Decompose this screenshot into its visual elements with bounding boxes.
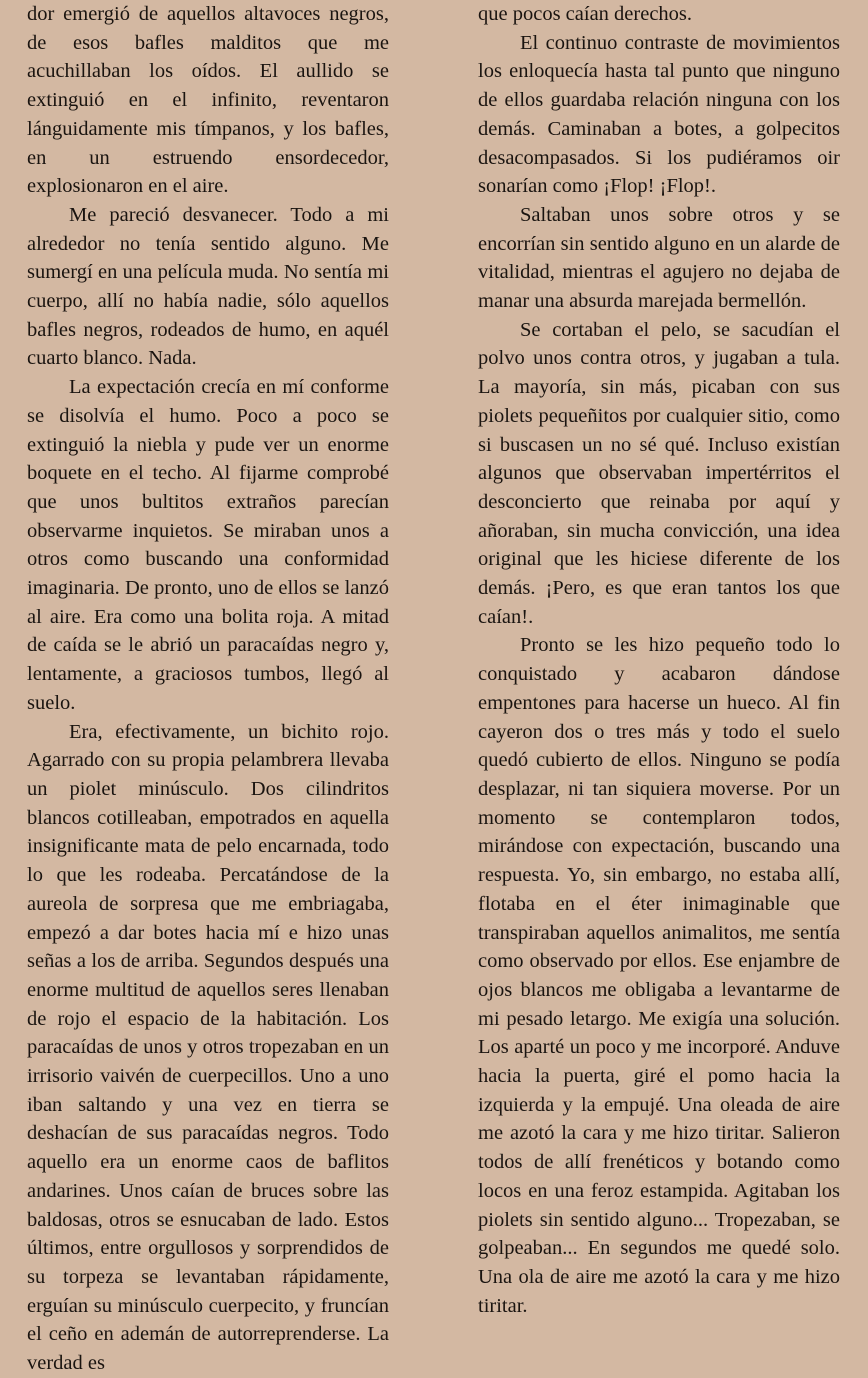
left-text-column — [27, 0, 389, 1378]
paragraph: Pronto se les hizo pequeño todo lo conquistado y acabaron dándose empentones para hacerse un hueco. Al fin cayeron dos o tres más y todo el suelo quedó cubierto de ellos. Ninguno se podía desplazar, ni tan siquiera moverse. Por un momento se contemplaron todos, mirándose con expectación, buscando una respuesta. Yo, sin embargo, no estaba allí, flotaba en el éter inimaginable que transpiraban aquellos animalitos, me sentía como observado por ellos. Ese enjambre de ojos blancos me obligaba a levantarme de mi pesado letargo. Me exigía una solución. Los aparté un poco y me incorporé. Anduve hacia la puerta, giré el pomo hacia la izquierda y la empujé. Una oleada de aire me azotó la cara y me hizo tiritar. Salieron todos de allí frenéticos y botando como locos en una feroz estampida. Agitaban los piolets sin sentido alguno... Tropezaban, se golpeaban... En segundos me quedé solo. Una ola de aire me azotó la cara y me hizo tiritar. — [478, 634, 840, 1317]
paragraph: El continuo contraste de movimientos los enloquecía hasta tal punto que ninguno de ellos guardaba relación ninguna con los demás. Caminaban a botes, a golpecitos desacompasados. Si los pudiéramos oir sonarían como ¡Flop! ¡Flop!. — [478, 31, 840, 198]
paragraph: que pocos caían derechos. — [478, 3, 693, 25]
paragraph: Se cortaban el pelo, se sacudían el polvo unos contra otros, y jugaban a tula. La mayoría, sin más, picaban con sus piolets pequeñitos por cualquier sitio, como si buscasen un no sé qué. Incluso existían algunos que observaban impertérritos el desconcierto que reinaba por aquí y añoraban, sin mucha convicción, una idea original que les hiciese diferente de los demás. ¡Pero, es que eran tantos los que caían!. — [478, 318, 840, 628]
paragraph: Era, efectivamente, un bichito rojo. Agarrado con su propia pelambrera llevaba un piolet minúsculo. Dos cilindritos blancos cotilleaban, empotrados en aquella insignificante mata de pelo encarnada, todo lo que les rodeaba. Percatándose de la aureola de sorpresa que me embriagaba, empezó a dar botes hacia mí e hizo unas señas a los de arriba. Segundos después una enorme multitud de aquellos seres llenaban de rojo el espacio de la habitación. Los paracaídas de unos y otros tropezaban en un irrisorio vaivén de cuerpecillos. Uno a uno iban saltando y una vez en tierra se deshacían de sus paracaídas negros. Todo aquello era un enorme caos de baflitos andarines. Unos caían de bruces sobre las baldosas, otros se esnucaban de lado. Estos últimos, entre orgullosos y sorprendidos de su torpeza se levantaban rápidamente, erguían su minúsculo cuerpecito, y fruncían el ceño en ademán de autorreprenderse. La verdad es — [27, 720, 389, 1375]
right-text-column — [478, 0, 840, 1320]
paragraph: La expectación crecía en mí conforme se disolvía el humo. Poco a poco se extinguió la niebla y pude ver un enorme boquete en el techo. Al fijarme comprobé que unos bultitos extraños parecían observarme inquietos. Se miraban unos a otros como buscando una conformidad imaginaria. De pronto, uno de ellos se lanzó al aire. Era como una bolita roja. A mitad de caída se le abrió un paracaídas negro y, lentamente, a graciosos tumbos, llegó al suelo. — [27, 376, 389, 714]
paragraph: Saltaban unos sobre otros y se encorrían sin sentido alguno en un alarde de vitalidad, mientras el agujero no dejaba de manar una absurda marejada bermellón. — [478, 203, 840, 313]
paragraph: dor emergió de aquellos altavoces negros, de esos bafles malditos que me acuchillaban los oídos. El aullido se extinguió en el infinito, reventaron lánguidamente mis tímpanos, y los bafles, en un estruendo ensordecedor, explosionaron en el aire. — [27, 3, 389, 198]
paragraph: Me pareció desvanecer. Todo a mi alrededor no tenía sentido alguno. Me sumergí en una película muda. No sentía mi cuerpo, allí no había nadie, sólo aquellos bafles negros, rodeados de humo, en aquél cuarto blanco. Nada. — [27, 203, 389, 370]
